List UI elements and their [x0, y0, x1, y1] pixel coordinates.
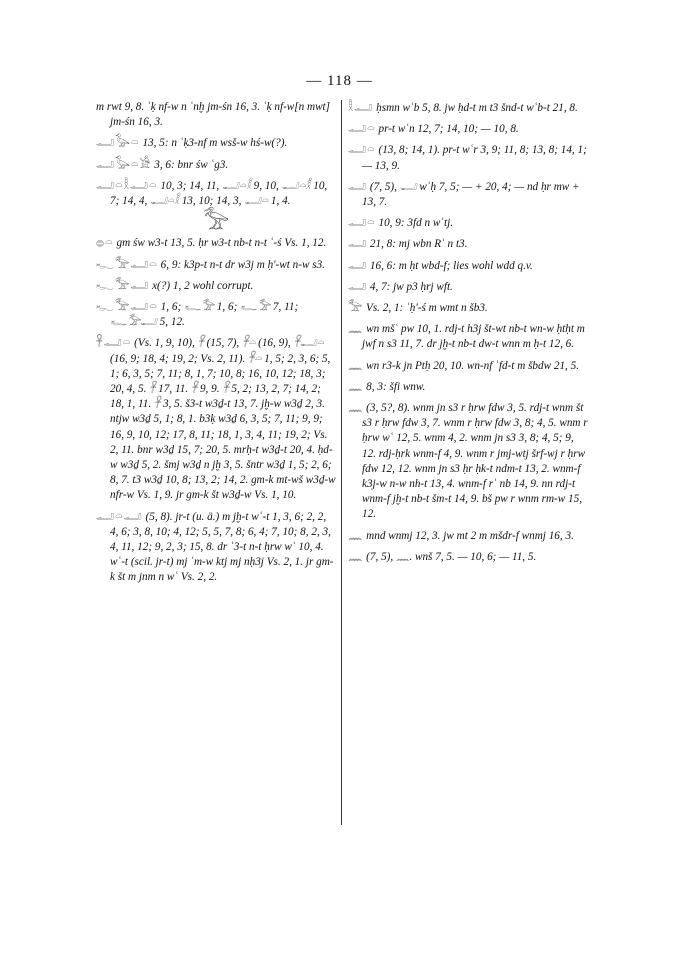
- right-column: [348, 100, 590, 570]
- hieroglyph-group: 𓂝: [348, 257, 368, 272]
- dictionary-entry: [348, 258, 590, 274]
- entry-text: (3, 5?, 8). wnm jn s3 r ḥrw fdw 3, 5. rdj-t wnm št s3 r ḥrw fdw 3, 7. wnm r ḥrw fdw 3, 8; 4, 5. wnm r ḥrw wʿ 12, 5. wnm 4, 2. wnm jn s3 3, 8; 4, 5; 9, 12. rdj-ḥrk wnm-f 4, 9. wnm r jmj-wtj šrf-wj r ḥrw fdw 12, 12. wnm jn s3 ḥr ḥk-t ndm-t 13, 2. wnm-f k3j-w n-w nh-t 13, 4. wnm-f rʿ nb 14, 9. nn rdj-t wnm-f jḫ-t nb-t šm-t 14, 9. bš pw r wnm rm-w 15, 12.: [362, 402, 588, 521]
- hieroglyph-group: 𓂝𓅭𓏏: [96, 135, 140, 150]
- hieroglyph-group: 𓂝: [348, 178, 368, 193]
- entry-text: 21, 8: mj wbn Rʿ n t3.: [369, 238, 468, 251]
- hieroglyph-group: 𓆑𓅡𓂝𓏏: [96, 256, 158, 271]
- dictionary-entry: [96, 178, 336, 209]
- hieroglyph-group: 𓐍𓏏: [96, 235, 114, 250]
- dictionary-entry: [96, 509, 336, 586]
- entry-text: x(?) 1, 2 wohl corrupt.: [152, 279, 254, 292]
- dictionary-entry: [96, 235, 336, 251]
- entry-text: 4, 7: jw p3 ḥrj wft.: [369, 280, 453, 293]
- hieroglyph-group: 𓂝𓏏𓎛𓂝𓏏: [96, 177, 158, 192]
- hieroglyph-group: 𓈖: [348, 321, 364, 336]
- dictionary-entry: [348, 279, 590, 295]
- dictionary-entry: [96, 299, 336, 330]
- dictionary-entry: [348, 121, 590, 137]
- hieroglyph-group: 𓂝𓅭𓏏𓀀: [96, 156, 152, 171]
- hieroglyph-group: 𓂝𓏏: [348, 142, 376, 157]
- dictionary-entry: [96, 278, 336, 294]
- entry-text: m rwt 9, 8. ʿḳ nf-w n ʿnḫ jm-śn 16, 3. ʿḳ nf-w[n mwt] jm-śn 16, 3.: [96, 101, 330, 129]
- entry-text: 10, 3; 14, 11, 𓂝𓏏𓎛 9, 10, 𓂝𓏏𓎛 10, 7; 14, 4, 𓂝𓏏𓎛 13, 10; 14, 3, 𓂝𓏏 1, 4.: [110, 179, 328, 208]
- hieroglyph-group: 𓈖: [348, 400, 364, 415]
- dictionary-entry: [96, 157, 336, 173]
- entry-text: (Vs. 1, 9, 10), 𓋹 (15, 7), 𓋹𓏏 (16, 9), 𓋹𓂝𓏏 (16, 9; 18, 4; 19, 2; Vs. 2, 11). 𓋹𓏏 1, 5; 2, 3, 6; 5, 1; 6, 3, 5; 7, 11; 8, 1, 7; 10, 8; 16, 10, 12; 18, 3; 20, 4, 5. 𓋹 17, 11. 𓋹 9, 9. 𓋹 5, 2; 13, 2, 7; 14, 2; 18, 1, 11. 𓋹 3, 5. š3-t w3ḏ-t 13, 7. jḫ-w w3ḏ 2, 3. ntjw w3ḏ 5, 1; 8, 1. b3ḳ w3ḏ 6, 3, 5; 7, 11; 9, 9; 16, 9, 10, 12; 17, 8, 11; 18, 1, 3, 4, 11; 19, 2; Vs. 2, 11. bnr w3ḏ 15, 7; 20, 5. mrḥ-t w3ḏ-t 20, 4. ḥd-w w3ḏ 5, 2. šmj w3ḏ n jḫ 3, 5. šntr w3ḏ 1, 5; 2, 6; 8, 7. t3 w3ḏ 10, 8; 13, 2; 14, 2. gm-k mt-wš w3ḏ-w nfr-w Vs. 1, 9. jr gm-k št w3ḏ-w Vs. 1, 10.: [110, 337, 336, 502]
- entry-text: 13, 5: n ʿḳ3-nf m wsš-w hś-w(?).: [142, 137, 288, 150]
- entry-text: gm św w3-t 13, 5. ḥr w3-t nb-t n-t ʿ-ś Vs. 1, 12.: [116, 237, 327, 250]
- dictionary-entry: [348, 236, 590, 252]
- entry-text: (7, 5), 𓈖. wnš 7, 5. — 10, 6; — 11, 5.: [366, 550, 537, 563]
- hieroglyph-group: 𓆑𓅡𓂝𓏏: [96, 299, 158, 314]
- entry-text: wn mšʿ pw 10, 1. rdj-t h3j št-wt nb-t wn-w ḥtḥt m jwf n s3 11, 7. dr jḫ-t nb-t dw-t wnn m ḥ-t 12, 6.: [362, 323, 585, 351]
- dictionary-entry: [96, 100, 336, 130]
- entry-text: 10, 9: 3fd n wʿtj.: [378, 217, 454, 230]
- hieroglyph-group: 𓈖: [348, 527, 364, 542]
- dictionary-entry: [348, 179, 590, 210]
- left-column: [96, 100, 336, 591]
- entry-text: (13, 8; 14, 1). pr-t wʿr 3, 9; 11, 8; 13, 8; 14, 1; — 13, 9.: [362, 144, 587, 172]
- dictionary-entry: [348, 549, 590, 565]
- entry-text: (5, 8). jr-t (u. ä.) m jḫ-t wʿ-t 1, 3, 6; 2, 2, 4, 6; 3, 8, 10; 4, 12; 5, 5, 7, 8; 6, 4; 7, 10; 8, 2, 3, 4, 11, 12; 9, 2, 3; 15, 8. dr ʿ3-t n-t ḥrw wʿ 10, 4. wʿ-t (scil. jr-t) mj ʿm-w ktj mj nḥ3j Vs. 2, 1. jr gm-k št m jnm n wʿ Vs. 2, 2.: [110, 510, 334, 584]
- entry-text: wn r3-k jn Ptḥ 20, 10. wn-nf ʿfd-t m šbdw 21, 5.: [366, 359, 580, 372]
- hieroglyph-group: 𓂝: [348, 278, 368, 293]
- entry-text: 3, 6: bnr św ʿg3.: [154, 158, 229, 171]
- dictionary-entry: [348, 379, 590, 395]
- dictionary-entry: [348, 321, 590, 352]
- entry-text: 8, 3: šfi wnw.: [366, 380, 426, 393]
- dictionary-entry: [96, 257, 336, 273]
- dictionary-entry: [348, 300, 590, 316]
- hieroglyph-group: 𓂝𓏏𓂝: [96, 508, 143, 523]
- dictionary-entry: [96, 135, 336, 151]
- dictionary-entry: [348, 400, 590, 523]
- section-head-glyph: 𓅡: [203, 209, 229, 235]
- entry-text: 6, 9: k3p-t n-t dr w3j m ḥ'-wt n-w s3.: [160, 258, 325, 271]
- entry-text: 16, 6: m ḥt wbd-f; lies wohl wdd q.v.: [369, 259, 533, 272]
- dictionary-entry: [348, 215, 590, 231]
- hieroglyph-group: 𓂝𓏏: [348, 215, 376, 230]
- entry-text: mnd wnmj 12, 3. jw mt 2 m mšdr-f wnmj 16, 3.: [366, 529, 574, 542]
- dictionary-entry: [348, 100, 590, 116]
- dictionary-entry: [348, 142, 590, 173]
- entry-text: ḥsmn wʿb 5, 8. jw ḥd-t m t3 šnd-t wʿb-t 21, 8.: [376, 102, 578, 114]
- hieroglyph-group: 𓅡: [348, 300, 364, 315]
- hieroglyph-group: 𓈖: [348, 357, 364, 372]
- dictionary-entry: [348, 528, 590, 544]
- hieroglyph-group: 𓎛𓂝: [348, 100, 374, 114]
- hieroglyph-group: 𓈖: [348, 378, 364, 393]
- hieroglyph-group: 𓂝: [348, 236, 368, 251]
- hieroglyph-group: 𓋹𓂝𓏏: [96, 335, 132, 350]
- entry-text: Vs. 2, 1: ʿḥ'-ś m wmt n šb3.: [365, 302, 488, 315]
- hieroglyph-group: 𓂝𓏏: [348, 121, 376, 136]
- column-divider: [341, 100, 342, 825]
- hieroglyph-group: 𓆑𓅡𓂝: [96, 277, 150, 292]
- entry-text: pr-t wʿn 12, 7; 14, 10; — 10, 8.: [378, 123, 519, 136]
- page-number: — 118 —: [306, 73, 373, 89]
- dictionary-entry: [96, 335, 336, 503]
- entry-text: 1, 6; 𓆑𓅡 1, 6; 𓆑𓅡 7, 11; 𓆑𓅡𓂝 5, 12.: [110, 301, 299, 329]
- hieroglyph-group: 𓈖: [348, 548, 364, 563]
- dictionary-entry: [348, 358, 590, 374]
- entry-text: (7, 5), 𓂝 wʿḥ 7, 5; — + 20, 4; — nd ḥr mw + 13, 7.: [362, 180, 580, 209]
